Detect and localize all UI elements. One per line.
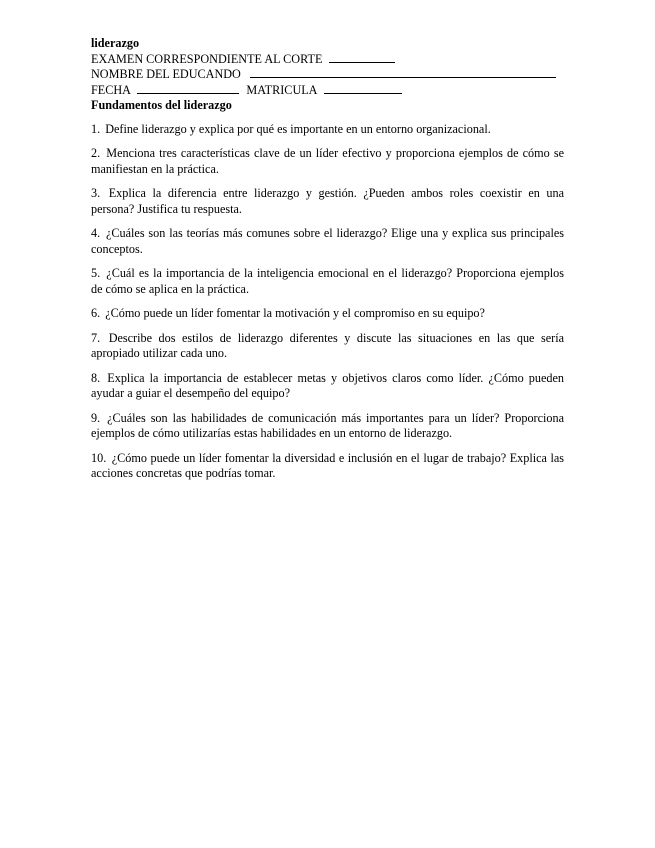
exam-label: EXAMEN CORRESPONDIENTE AL CORTE [91,51,323,66]
student-name-field[interactable] [250,67,556,78]
date-field[interactable] [137,83,239,94]
question-number: 7. [91,330,101,345]
question-text: Explica la diferencia entre liderazgo y gestión. ¿Pueden ambos roles coexistir en una persona? Justifica tu respuesta. [91,186,565,216]
exam-line [91,52,564,68]
id-label: MATRICULA [246,82,317,97]
question-item [91,371,564,402]
question-text: Define liderazgo y explica por qué es importante en un entorno organizacional. [105,121,491,136]
question-text: ¿Cómo puede un líder fomentar la motivación y el compromiso en su equipo? [105,306,485,320]
question-text: ¿Cuáles son las habilidades de comunicación más importantes para un líder? Proporciona ejemplos de cómo utilizarías estas habilidades en un entorno de liderazgo. [91,410,564,440]
exam-page [91,36,564,491]
date-label: FECHA [91,82,131,97]
question-text: Explica la importancia de establecer metas y objetivos claros como líder. ¿Cómo pueden ayudar a guiar el desempeño del equipo? [91,370,565,400]
question-number: 3. [91,186,101,200]
question-number: 5. [91,266,101,280]
question-number: 4. [91,226,101,240]
question-number: 10. [91,450,107,465]
question-item [91,411,564,442]
question-item [91,331,564,362]
question-item [91,186,564,217]
question-text: ¿Cómo puede un líder fomentar la diversidad e inclusión en el lugar de trabajo? Explica las acciones concretas que podrías tomar. [91,450,565,480]
id-field[interactable] [324,83,402,94]
exam-cut-field[interactable] [329,52,395,63]
question-text: Menciona tres características clave de un líder efectivo y proporciona ejemplos de cómo se manifiestan en la práctica. [91,146,564,176]
question-item [91,226,564,257]
question-item [91,122,564,138]
student-label: NOMBRE DEL EDUCANDO [91,67,241,81]
date-id-line [91,83,564,99]
document-title: liderazgo [91,36,140,50]
question-number: 6. [91,306,101,320]
question-text: ¿Cuáles son las teorías más comunes sobre el liderazgo? Elige una y explica sus principales conceptos. [91,226,564,256]
section-title: Fundamentos del liderazgo [91,98,232,112]
question-list [91,122,564,482]
question-item [91,266,564,297]
question-item [91,306,564,322]
question-item [91,451,564,482]
student-line [91,67,564,83]
question-number: 2. [91,146,101,160]
question-text: ¿Cuál es la importancia de la inteligencia emocional en el liderazgo? Proporciona ejemplos de cómo se aplica en la práctica. [91,266,565,296]
question-number: 9. [91,410,101,425]
question-item [91,146,564,177]
question-number: 8. [91,370,101,385]
question-number: 1. [91,121,101,136]
question-text: Describe dos estilos de liderazgo diferentes y discute las situaciones en las que sería apropiado utilizar cada uno. [91,330,564,360]
